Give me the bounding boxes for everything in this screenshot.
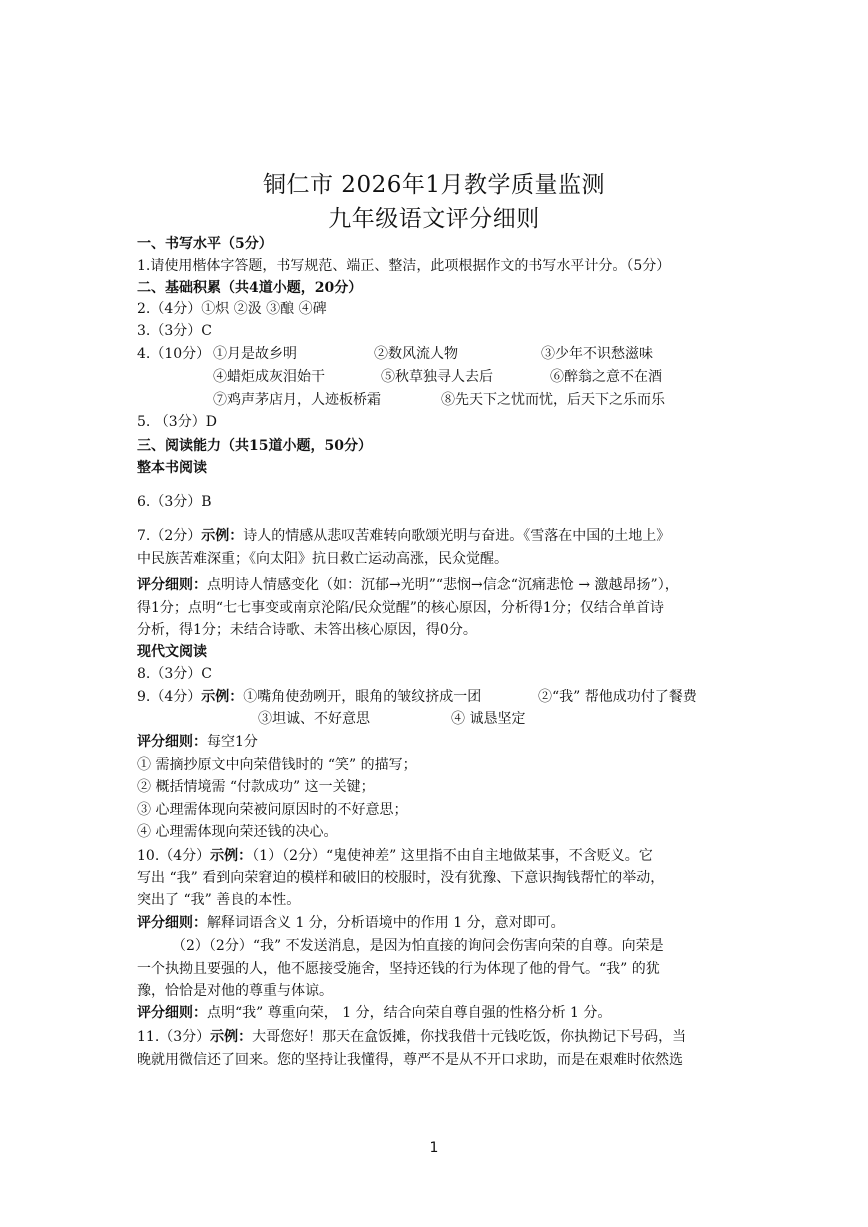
sample-label: 示例： xyxy=(201,689,244,705)
answer-text: 一个执拗且要强的人，他不愿接受施舍，坚持还钱的行为体现了他的骨气。“我” 的犹 xyxy=(137,961,660,977)
answer-text: 大哥您好！那天在盒饭摊，你找我借十元钱吃饭，你执拗记下号码，当 xyxy=(252,1029,687,1045)
q4-answer: ③少年不识愁滋味 xyxy=(541,346,653,362)
q4-answer: ①月是故乡明 xyxy=(213,346,297,362)
rule-item: ① 需摘抄原文中向荣借钱时的 “笑” 的描写； xyxy=(137,757,417,773)
question-1: 1.请使用楷体字答题，书写规范、端正、整洁，此项根据作文的书写水平计分。（5分） xyxy=(137,258,671,274)
scoring-rule xyxy=(137,915,565,931)
rule-item: ④ 心理需体现向荣还钱的决心。 xyxy=(137,824,338,840)
answer-text: 突出了 “我” 善良的本性。 xyxy=(137,892,301,908)
scoring-rule xyxy=(137,577,679,593)
document-title: 铜仁市 2026年1月教学质量监测 xyxy=(263,172,605,198)
page-number: 1 xyxy=(429,1140,439,1156)
q4-answer: ②数风流人物 xyxy=(374,346,458,362)
sample-label: 示例： xyxy=(201,528,244,544)
rule-label: 评分细则： xyxy=(137,577,207,593)
question-8: 8.（3分）C xyxy=(137,666,212,682)
q4-answer: ⑤秋草独寻人去后 xyxy=(381,369,493,385)
answer-text: （1）（2分）“鬼使神差” 这里指不由自主地做某事，不含贬义。它 xyxy=(252,848,653,864)
subsection-heading: 现代文阅读 xyxy=(137,644,207,660)
section-heading: 一、书写水平（5分） xyxy=(137,236,273,252)
question-number: 10.（4分） xyxy=(137,848,211,864)
rule-text: 点明诗人情感变化（如：沉郁→光明”“悲悯→信念“沉痛悲怆 → 激越昂扬”）， xyxy=(207,577,679,593)
answer-text: ③坦诚、不好意思 xyxy=(258,711,370,727)
q4-answer: ⑧先天下之忧而忧，后天下之乐而乐 xyxy=(441,392,665,408)
question-5: 5. （3分）D xyxy=(137,414,217,430)
answer-text: 诗人的情感从悲叹苦难转向歌颂光明与奋进。《雪落在中国的土地上》 xyxy=(243,528,671,544)
q4-answer: ⑦鸡声茅店月，人迹板桥霜 xyxy=(213,392,381,408)
rule-label: 评分细则： xyxy=(137,734,207,750)
answer-text: 中民族苦难深重；《向太阳》抗日救亡运动高涨，民众觉醒。 xyxy=(137,551,508,567)
rule-text: 每空1分 xyxy=(207,734,258,750)
answer-text: ②“我” 帮他成功付了餐费 xyxy=(538,689,697,705)
rule-item: ② 概括情境需 “付款成功” 这一关键； xyxy=(137,779,375,795)
section-heading: 二、基础积累（共4道小题，20分） xyxy=(137,280,363,296)
scoring-rule xyxy=(137,1005,611,1021)
scoring-rule xyxy=(137,734,258,750)
question-2: 2.（4分）①炽 ②汲 ③酿 ④碑 xyxy=(137,301,327,317)
answer-text: 写出 “我” 看到向荣窘迫的模样和破旧的校服时，没有犹豫、下意识掏钱帮忙的举动， xyxy=(137,870,665,886)
rule-label: 评分细则： xyxy=(137,1005,207,1021)
answer-text: ①嘴角使劲咧开，眼角的皱纹挤成一团 xyxy=(243,689,482,705)
question-number: 9.（4分） xyxy=(137,689,202,705)
q4-answer: ④蜡炬成灰泪始干 xyxy=(213,369,325,385)
section-heading: 三、阅读能力（共15道小题，50分） xyxy=(137,438,372,454)
rule-text: 分析，得1分；未结合诗歌、未答出核心原因，得0分。 xyxy=(137,622,477,638)
rule-text: 得1分；点明“七七事变或南京沦陷/民众觉醒”的核心原因，分析得1分；仅结合单首诗 xyxy=(137,600,664,616)
question-10 xyxy=(137,848,653,864)
rule-item: ③ 心理需体现向荣被问原因时的不好意思； xyxy=(137,802,408,818)
question-4-prefix: 4.（10分） xyxy=(137,346,211,362)
answer-text: （2）（2分）“我” 不发送消息，是因为怕直接的询问会伤害向荣的自尊。向荣是 xyxy=(172,938,664,954)
answer-text: 豫，恰恰是对他的尊重与体谅。 xyxy=(137,983,333,999)
q4-answer: ⑥醉翁之意不在酒 xyxy=(550,369,662,385)
question-number: 11.（3分） xyxy=(137,1029,211,1045)
answer-text: 晚就用微信还了回来。您的坚持让我懂得，尊严不是从不开口求助，而是在艰难时依然选 xyxy=(137,1052,683,1068)
sample-label: 示例： xyxy=(210,1029,253,1045)
question-11 xyxy=(137,1029,686,1045)
question-9 xyxy=(137,689,481,705)
question-number: 7.（2分） xyxy=(137,528,202,544)
rule-text: 解释词语含义 1 分，分析语境中的作用 1 分，意对即可。 xyxy=(207,915,565,931)
rule-label: 评分细则： xyxy=(137,915,207,931)
question-3: 3.（3分）C xyxy=(137,323,212,339)
rule-text: 点明“我” 尊重向荣， 1 分，结合向荣自尊自强的性格分析 1 分。 xyxy=(207,1005,612,1021)
subsection-heading: 整本书阅读 xyxy=(137,460,207,476)
document-subtitle: 九年级语文评分细则 xyxy=(328,206,540,232)
sample-label: 示例： xyxy=(210,848,253,864)
question-6: 6.（3分）B xyxy=(137,494,212,510)
question-7 xyxy=(137,528,670,544)
answer-text: ④ 诚恳坚定 xyxy=(451,711,526,727)
